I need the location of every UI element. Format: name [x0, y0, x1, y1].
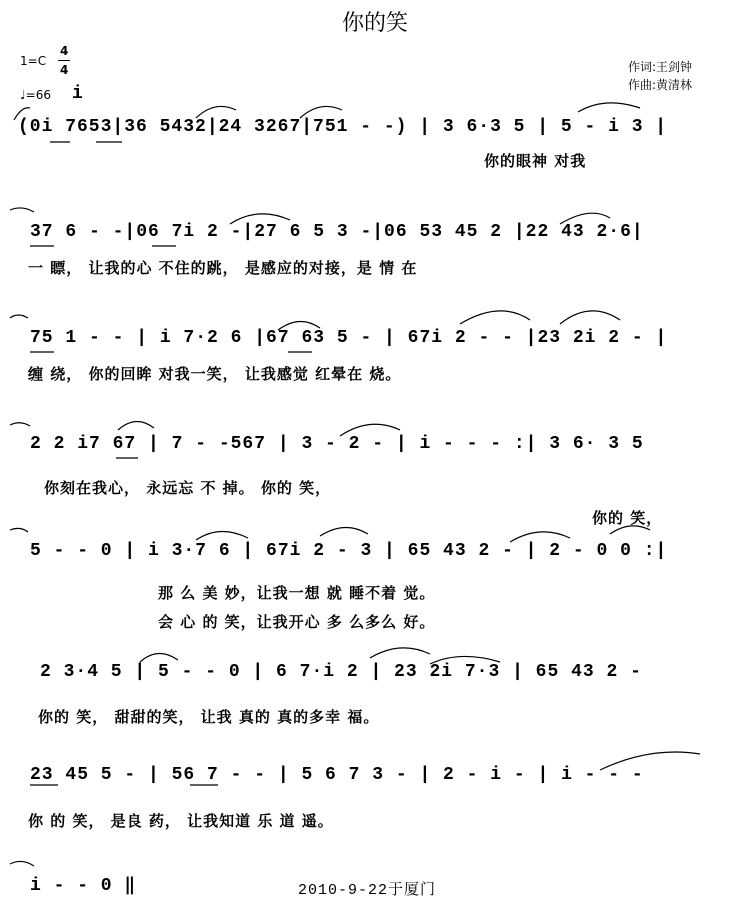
slur	[118, 421, 154, 430]
time-numerator: 4	[60, 44, 69, 58]
slur	[610, 526, 650, 534]
slur	[10, 861, 34, 866]
lyric-line: 你 的 笑， 是良 药， 让我知道 乐 道 遥。	[28, 812, 334, 830]
slur	[14, 108, 30, 120]
slur	[340, 424, 400, 436]
slur	[320, 527, 368, 536]
notation-line: 37 6 - -|06 7i 2 -|27 6 5 3 -|06 53 45 2 |22 43 2·6|	[30, 222, 644, 242]
slur	[510, 532, 570, 542]
slur	[370, 648, 430, 658]
lyric-line-verse-2: 会 心 的 笑，让我开心 多 么多么 好。	[158, 613, 436, 631]
slur	[600, 752, 700, 770]
slur	[278, 321, 320, 330]
lyric-line: 你的眼神 对我	[484, 152, 587, 170]
slur	[10, 315, 28, 318]
pickup-note: i	[72, 84, 84, 104]
slur	[230, 214, 290, 224]
slur	[560, 213, 610, 224]
slur	[196, 531, 248, 540]
slur	[578, 103, 640, 112]
slur	[140, 653, 178, 662]
date-place: 2010-9-22于厦门	[298, 882, 437, 899]
lyric-line-alt: 你的 笑，	[592, 509, 663, 527]
lyric-line: 一 瞟， 让我的心 不住的跳， 是感应的对接，是 情 在	[28, 259, 418, 277]
song-title: 你的笑	[341, 11, 408, 36]
composer: 作曲:黄清林	[628, 78, 693, 92]
notation-line: 2 3·4 5 | 5 - - 0 | 6 7·i 2 | 23 2i 7·3 | 65 43 2 -	[40, 662, 642, 682]
key-signature: 1=C	[20, 54, 47, 68]
slur	[10, 208, 34, 212]
slur	[430, 656, 500, 664]
lyric-line: 你刻在我心， 永远忘 不 掉。 你的 笑，	[44, 479, 332, 497]
lyric-line: 你的 笑， 甜甜的笑， 让我 真的 真的多幸 福。	[38, 708, 380, 726]
notation-line: (0i 7653|36 5432|24 3267|751 - -) | 3 6·3 5 | 5 - i 3 |	[18, 117, 668, 137]
notation-line: 2 2 i7 67 | 7 - -567 | 3 - 2 - | i - - - :| 3 6· 3 5	[30, 434, 644, 454]
slur	[460, 311, 530, 324]
slur	[560, 311, 620, 324]
notation-line: 23 45 5 - | 56 7 - - | 5 6 7 3 - | 2 - i - | i - - -	[30, 765, 644, 785]
notation-line: 75 1 - - | i 7·2 6 |67 63 5 - | 67i 2 - - |23 2i 2 - |	[30, 328, 668, 348]
notation-line: 5 - - 0 | i 3·7 6 | 67i 2 - 3 | 65 43 2 - | 2 - 0 0 :|	[30, 541, 668, 561]
notation-line: i - - 0 ‖	[30, 876, 137, 896]
slur	[10, 528, 28, 532]
lyric-line: 缠 绕， 你的回眸 对我一笑， 让我感觉 红晕在 烧。	[28, 365, 402, 383]
slur	[10, 423, 30, 426]
slur	[300, 106, 342, 118]
time-denominator: 4	[60, 63, 69, 77]
slur	[196, 106, 236, 118]
lyricist: 作词:王剑钟	[628, 60, 693, 74]
lyric-line-verse-1: 那 么 美 妙，让我一想 就 睡不着 觉。	[158, 584, 436, 602]
tempo-mark: ♩=66	[20, 88, 51, 102]
